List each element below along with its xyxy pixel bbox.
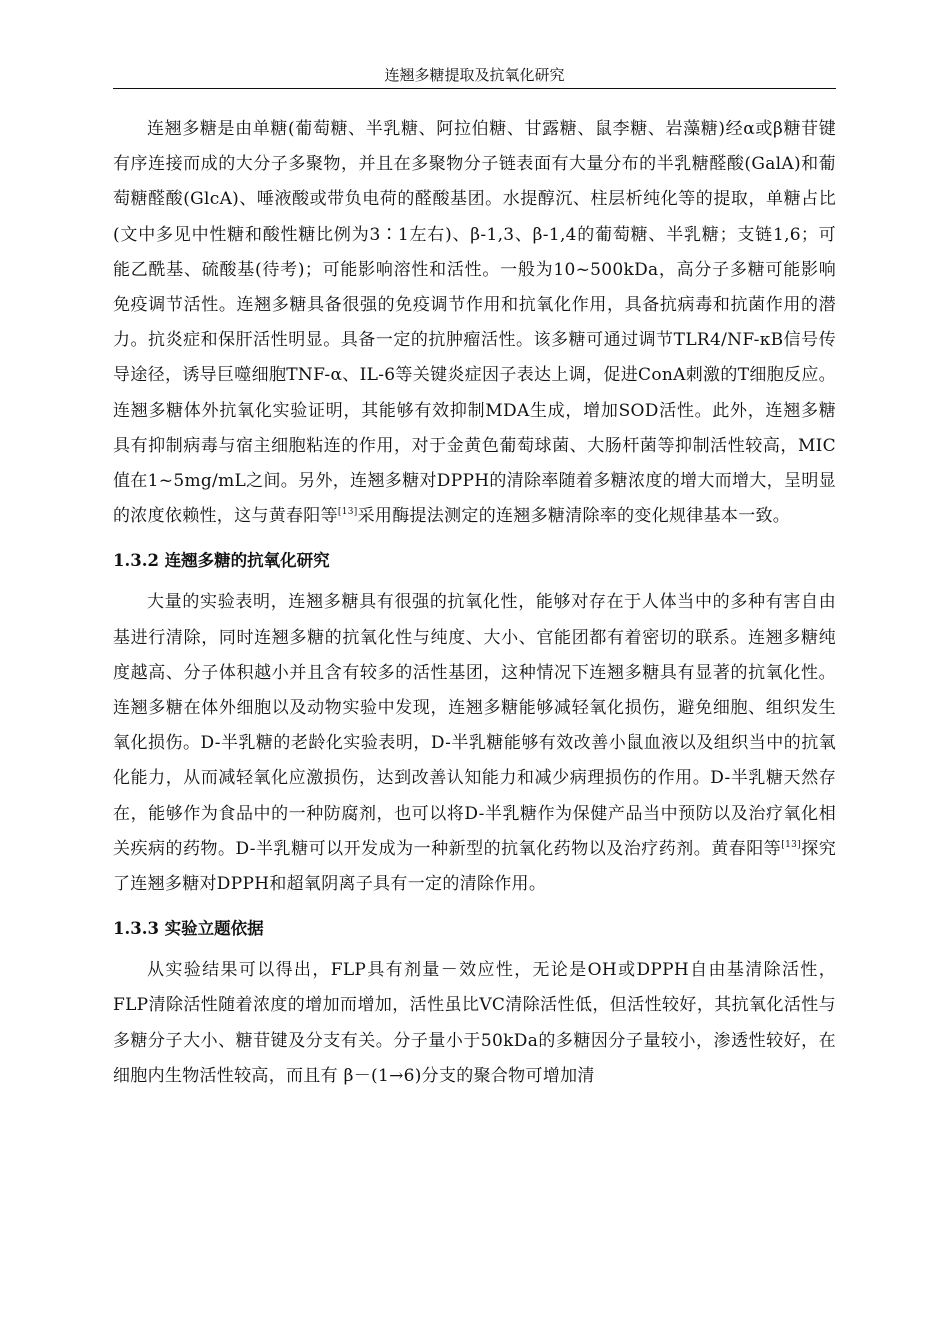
paragraph-experiment-rationale	[113, 953, 836, 1094]
paragraph-text: 连翘多糖是由单糖(葡萄糖、半乳糖、阿拉伯糖、甘露糖、鼠李糖、岩藻糖)经α或β糖苷键有序连接而成的大分子多聚物，并且在多聚物分子链表面有大量分布的半乳糖醛酸(GalA)和葡萄糖醛酸(GlcA)、唾液酸或带负电荷的醛酸基团。水提醇沉、柱层析纯化等的提取，单糖占比(文中多见中性糖和酸性糖比例为3∶1左右)、β-1,3、β-1,4的葡萄糖、半乳糖；支链1,6；可能乙酰基、硫酸基(待考)；可能影响溶性和活性。一般为10~500kDa，高分子多糖可能影响免疫调节活性。连翘多糖具备很强的免疫调节作用和抗氧化作用，具备抗病毒和抗菌作用的潜力。抗炎症和保肝活性明显。具备一定的抗肿瘤活性。该多糖可通过调节TLR4/NF-κB信号传导途径，诱导巨噬细胞TNF-α、IL-6等关键炎症因子表达上调，促进ConA刺激的T细胞反应。连翘多糖体外抗氧化实验证明，其能够有效抑制MDA生成，增加SOD活性。此外，连翘多糖具有抑制病毒与宿主细胞粘连的作用，对于金黄色葡萄球菌、大肠杆菌等抑制活性较高，MIC值在1~5mg/mL之间。另外，连翘多糖对DPPH的清除率随着多糖浓度的增大而增大，呈明显的浓度依赖性，这与黄春阳等	[113, 119, 836, 527]
citation-13[interactable]: [13]	[781, 839, 801, 850]
section-heading-1-3-2: 1.3.2 连翘多糖的抗氧化研究	[113, 551, 330, 571]
header-divider	[113, 88, 836, 89]
paragraph-text: 大量的实验表明，连翘多糖具有很强的抗氧化性，能够对存在于人体当中的多种有害自由基进行清除，同时连翘多糖的抗氧化性与纯度、大小、官能团都有着密切的联系。连翘多糖纯度越高、分子体积越小并且含有较多的活性基团，这种情况下连翘多糖具有显著的抗氧化性。连翘多糖在体外细胞以及动物实验中发现，连翘多糖能够减轻氧化损伤，避免细胞、组织发生氧化损伤。D-半乳糖的老龄化实验表明，D-半乳糖能够有效改善小鼠血液以及组织当中的抗氧化能力，从而减轻氧化应激损伤，达到改善认知能力和减少病理损伤的作用。D-半乳糖天然存在，能够作为食品中的一种防腐剂，也可以将D-半乳糖作为保健产品当中预防以及治疗氧化相关疾病的药物。D-半乳糖可以开发成为一种新型的抗氧化药物以及治疗药剂。黄春阳等	[113, 592, 836, 859]
paragraph-text: 采用酶提法测定的连翘多糖清除率的变化规律基本一致。	[357, 506, 791, 527]
citation-13[interactable]: [13]	[337, 507, 358, 518]
paragraph-antioxidant-research	[113, 585, 836, 902]
section-heading-1-3-3: 1.3.3 实验立题依据	[113, 919, 264, 939]
paragraph-text: 探究了连翘多糖对DPPH和超氧阴离子具有一定的清除作用。	[113, 838, 836, 895]
document-body	[113, 112, 836, 1094]
paragraph-text: 从实验结果可以得出，FLP具有剂量－效应性，无论是OH或DPPH自由基清除活性，FLP清除活性随着浓度的增加而增加，活性虽比VC清除活性低，但活性较好，其抗氧化活性与多糖分子大小、糖苷键及分支有关。分子量小于50kDa的多糖因分子量较小，渗透性较好，在细胞内生物活性较高，而且有 β－(1→6)分支的聚合物可增加清	[113, 960, 836, 1086]
running-header: 连翘多糖提取及抗氧化研究	[384, 66, 565, 84]
paragraph-polysaccharide-overview	[113, 112, 836, 534]
